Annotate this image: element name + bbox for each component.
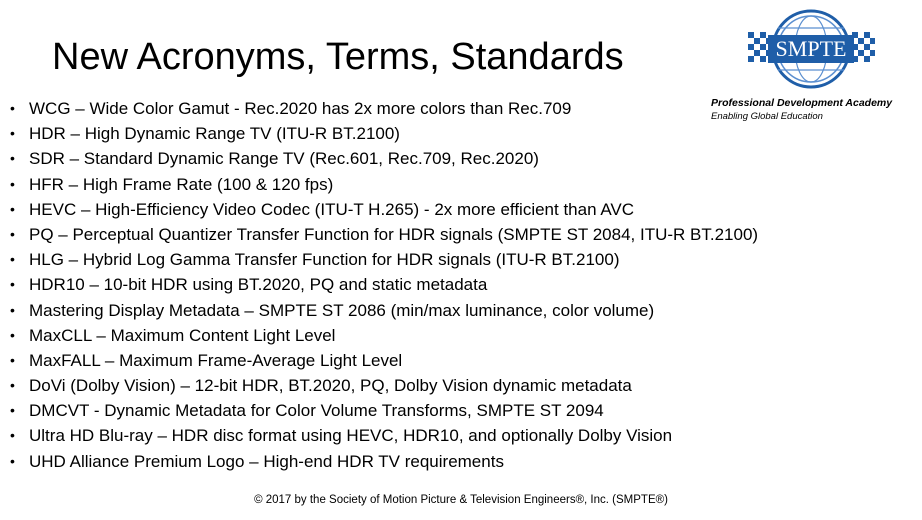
bullet-text: Mastering Display Metadata – SMPTE ST 2086 (min/max luminance, color volume): [29, 300, 655, 320]
bullet-item: [10, 146, 758, 171]
bullet-dot-icon: •: [10, 225, 15, 242]
bullet-item: [10, 272, 758, 297]
bullet-item: [10, 323, 758, 348]
academy-tagline: Enabling Global Education: [711, 111, 823, 122]
bullet-text: UHD Alliance Premium Logo – High-end HDR TV requirements: [29, 451, 504, 471]
bullet-text: Ultra HD Blu-ray – HDR disc format using HEVC, HDR10, and optionally Dolby Vision: [29, 426, 673, 446]
bullet-item: [10, 373, 758, 398]
bullet-text: DoVi (Dolby Vision) – 12-bit HDR, BT.2020, PQ, Dolby Vision dynamic metadata: [29, 376, 632, 396]
bullet-item: [10, 197, 758, 222]
smpte-logo-text: SMPTE: [775, 36, 847, 61]
bullet-list: [10, 96, 758, 474]
copyright-footer: © 2017 by the Society of Motion Picture & Television Engineers®, Inc. (SMPTE®): [254, 494, 668, 506]
bullet-dot-icon: •: [10, 175, 15, 192]
bullet-text: HDR – High Dynamic Range TV (ITU-R BT.2100): [29, 124, 400, 144]
bullet-item: [10, 222, 758, 247]
academy-name: Professional Development Academy: [711, 97, 893, 109]
bullet-dot-icon: •: [10, 301, 15, 318]
bullet-item: [10, 423, 758, 448]
bullet-text: WCG – Wide Color Gamut - Rec.2020 has 2x more colors than Rec.709: [29, 99, 572, 118]
bullet-item: [10, 121, 758, 146]
bullet-dot-icon: •: [10, 125, 15, 142]
bullet-dot-icon: •: [10, 100, 15, 116]
slide-title: New Acronyms, Terms, Standards: [52, 36, 624, 78]
bullet-dot-icon: •: [10, 200, 15, 217]
bullet-item: [10, 96, 758, 121]
bullet-text: DMCVT - Dynamic Metadata for Color Volume Transforms, SMPTE ST 2094: [29, 401, 604, 421]
bullet-text: HDR10 – 10-bit HDR using BT.2020, PQ and static metadata: [29, 275, 488, 295]
bullet-text: HLG – Hybrid Log Gamma Transfer Function for HDR signals (ITU-R BT.2100): [29, 250, 620, 270]
bullet-text: PQ – Perceptual Quantizer Transfer Function for HDR signals (SMPTE ST 2084, ITU-R BT.2100): [29, 224, 759, 244]
bullet-dot-icon: •: [10, 402, 15, 419]
bullet-dot-icon: •: [10, 251, 15, 268]
bullet-dot-icon: •: [10, 377, 15, 394]
bullet-item: [10, 172, 758, 197]
bullet-item: [10, 348, 758, 373]
bullet-dot-icon: •: [10, 427, 15, 444]
bullet-text: MaxFALL – Maximum Frame-Average Light Level: [29, 350, 403, 370]
bullet-text: SDR – Standard Dynamic Range TV (Rec.601, Rec.709, Rec.2020): [29, 149, 539, 169]
bullet-dot-icon: •: [10, 452, 15, 469]
bullet-text: MaxCLL – Maximum Content Light Level: [29, 325, 336, 345]
bullet-item: [10, 398, 758, 423]
bullet-item: [10, 449, 758, 474]
bullet-item: [10, 298, 758, 323]
bullet-item: [10, 247, 758, 272]
smpte-logo: [746, 8, 876, 90]
bullet-text: HEVC – High-Efficiency Video Codec (ITU-T H.265) - 2x more efficient than AVC: [29, 199, 635, 219]
bullet-dot-icon: •: [10, 276, 15, 293]
bullet-dot-icon: •: [10, 326, 15, 343]
bullet-text: HFR – High Frame Rate (100 & 120 fps): [29, 174, 334, 194]
bullet-dot-icon: •: [10, 150, 15, 167]
smpte-globe-icon: [746, 8, 876, 90]
bullet-dot-icon: •: [10, 351, 15, 368]
